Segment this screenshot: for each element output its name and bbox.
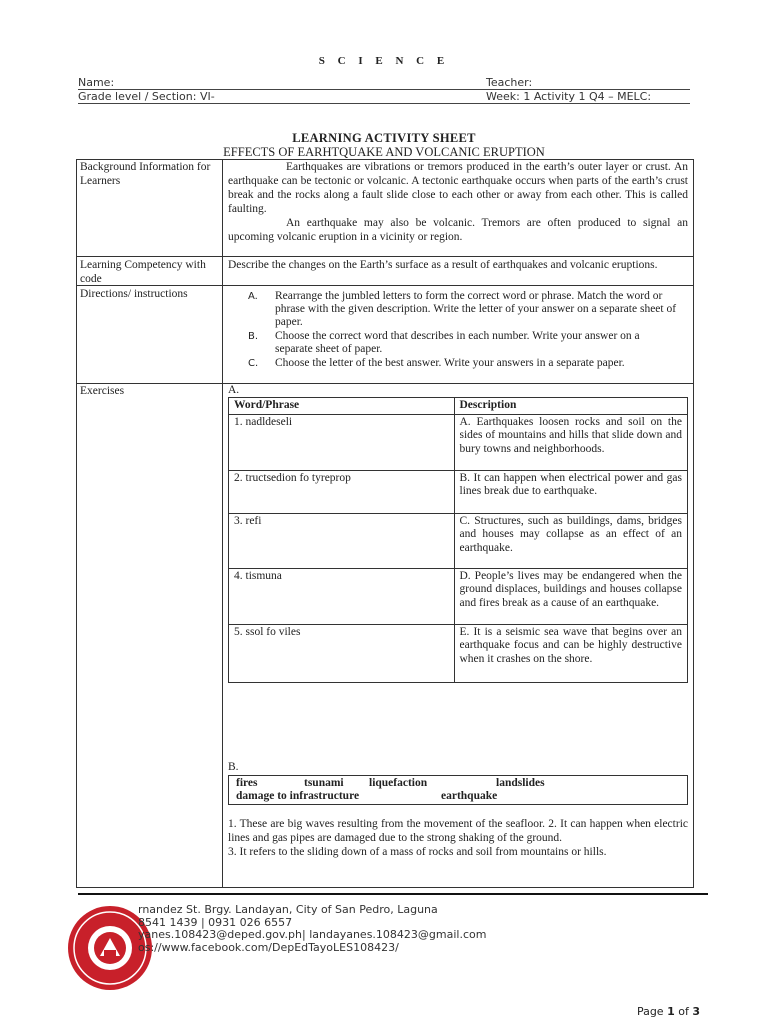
- grade-week-row: [78, 90, 690, 104]
- word-bank-item: damage to infrastructure: [236, 790, 360, 802]
- page-label: Page: [636, 1005, 664, 1018]
- info-divider-2: [78, 103, 690, 104]
- week-label: Week: 1 Activity 1 Q4 – MELC:: [486, 90, 652, 103]
- grade-section-label: Grade level / Section: VI-: [78, 90, 215, 103]
- directions-list: [248, 290, 678, 371]
- teacher-label: Teacher:: [486, 76, 533, 89]
- table-row: [229, 568, 688, 624]
- table-row: [229, 624, 688, 682]
- page-current: 1: [667, 1005, 675, 1018]
- competency-label: Learning Competency with code: [80, 259, 206, 285]
- footer-facebook-link[interactable]: os://www.facebook.com/DepEdTayoLES108423/: [138, 941, 399, 954]
- word-bank-item: tsunami: [304, 777, 344, 789]
- word-cell: 1. nadldeseli: [229, 414, 455, 470]
- direction-item-a: [248, 290, 678, 329]
- word-bank-item: fires: [236, 777, 258, 789]
- direction-text: Choose the letter of the best answer. Write your answers in a separate paper.: [275, 357, 625, 369]
- part-a-label: A.: [228, 384, 240, 396]
- matching-header-row: [229, 398, 688, 415]
- sheet-title: LEARNING ACTIVITY SHEET: [292, 131, 476, 145]
- row-divider-1: [76, 256, 694, 257]
- word-bank-item: earthquake: [441, 790, 498, 802]
- direction-text: Choose the correct word that describes in each number. Write your answer on a separate sheet of paper.: [275, 330, 640, 355]
- direction-item-b: [248, 330, 678, 356]
- page-number: [600, 1005, 700, 1018]
- description-cell: C. Structures, such as buildings, dams, bridges and houses may collapse as an effect of an earthquake.: [454, 513, 688, 568]
- word-bank-box: [228, 775, 688, 805]
- subject-heading: S C I E N C E: [318, 55, 450, 67]
- table-row: [229, 414, 688, 470]
- direction-letter: B.: [248, 331, 259, 342]
- sheet-subtitle: EFFECTS OF EARHTQUAKE AND VOLCANIC ERUPTION: [223, 145, 545, 159]
- direction-text: Rearrange the jumbled letters to form the correct word or phrase. Match the word or phrase with the given description. Write the letter of your answer on a separate sheet of paper.: [275, 290, 677, 328]
- footer-phone: 8541 1439 | 0931 026 6557: [138, 916, 293, 929]
- description-cell: A. Earthquakes loosen rocks and soil on the sides of mountains and hills that slide down and bury towns and neighborhoods.: [454, 414, 688, 470]
- word-bank-item: landslides: [496, 777, 545, 789]
- direction-letter: C.: [248, 358, 259, 369]
- directions-label: Directions/ instructions: [80, 288, 188, 300]
- background-label: Background Information for Learners: [80, 161, 211, 187]
- footer-email[interactable]: yanes.108423@deped.gov.ph| landayanes.108423@gmail.com: [138, 928, 487, 941]
- word-cell: 5. ssol fo viles: [229, 624, 455, 682]
- word-column-header: Word/Phrase: [229, 398, 455, 415]
- description-cell: E. It is a seismic sea wave that begins over an earthquake focus and can be highly destructive when it crashes on the shore.: [454, 624, 688, 682]
- name-label: Name:: [78, 76, 115, 89]
- question-text: 1. These are big waves resulting from the movement of the seafloor. 2. It can happen when electric lines and gas pipes are damaged due to the strong shaking of the ground.: [228, 818, 688, 844]
- page-total: 3: [692, 1005, 700, 1018]
- part-b-questions: [228, 817, 688, 859]
- word-cell: 2. tructsedion fo tyreprop: [229, 470, 455, 513]
- matching-table: [228, 397, 688, 683]
- table-row: [229, 470, 688, 513]
- background-paragraph-1: Earthquakes are vibrations or tremors produced in the earth’s outer layer or crust. An earthquake can be tectonic or volcanic. A tectonic earthquake occurs when parts of the earth’s crust break and the rocks along a fault slide close to each other or away from each other. This is called faulting.: [228, 161, 688, 215]
- description-cell: B. It can happen when electrical power and gas lines break due to earthquake.: [454, 470, 688, 513]
- column-divider: [222, 159, 223, 888]
- word-cell: 4. tismuna: [229, 568, 455, 624]
- footer-address: rnandez St. Brgy. Landayan, City of San Pedro, Laguna: [138, 903, 438, 916]
- footer-divider: [78, 893, 708, 895]
- question-text: 3. It refers to the sliding down of a mass of rocks and soil from mountains or hills.: [228, 846, 607, 858]
- table-row: [229, 513, 688, 568]
- competency-text: Describe the changes on the Earth’s surface as a result of earthquakes and volcanic eruptions.: [228, 259, 658, 271]
- word-bank-item: liquefaction: [369, 777, 428, 789]
- description-cell: D. People’s lives may be endangered when the ground displaces, buildings and houses collapse and fires break as a cause of an earthquake.: [454, 568, 688, 624]
- direction-item-c: [248, 357, 678, 370]
- exercises-label: Exercises: [80, 385, 125, 397]
- part-b-label: B.: [228, 761, 239, 773]
- description-column-header: Description: [454, 398, 688, 415]
- background-text: [228, 160, 688, 244]
- background-paragraph-2: An earthquake may also be volcanic. Tremors are often produced to signal an upcoming volcanic eruption in a vicinity or region.: [228, 217, 688, 243]
- direction-letter: A.: [248, 291, 258, 302]
- word-cell: 3. refi: [229, 513, 455, 568]
- page-of-label: of: [678, 1005, 689, 1018]
- name-teacher-row: [78, 76, 690, 90]
